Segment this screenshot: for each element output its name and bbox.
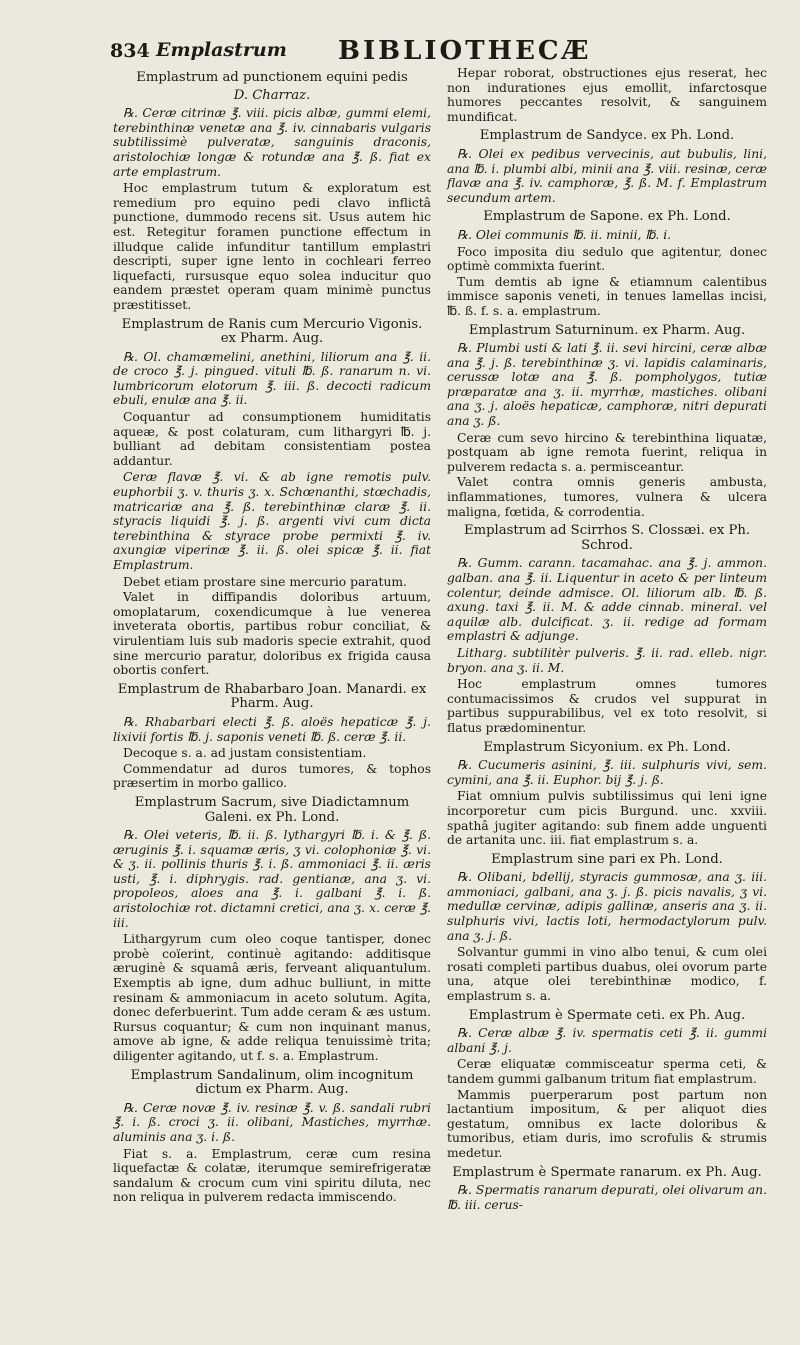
recipe-instructions: Solvantur gummi in vino albo tenui, & cum olei rosati completi partibus duabus, olei ovorum parte una, atque olei terebinthinæ modico, f. emplastrum s. a. — [447, 945, 767, 1004]
recipe-ingredients: ℞. Ceræ novæ ℥. iv. resinæ ℥. v. ß. sandali rubri ℥. i. ß. croci ʒ. ii. olibani, Mastiches, myrrhæ. aluminis ana ʒ. i. ß. — [113, 1100, 431, 1144]
continued-text: Hepar roborat, obstructiones ejus reserat, hec non indurationes ejus emollit, infarctosque humores peccantes resolvit, & sanguinem mundificat. — [447, 66, 767, 124]
recipe-ingredients: ℞. Ceræ citrinæ ℥. viii. picis albæ, gummi elemi, terebinthinæ venetæ ana ℥. iv. cinnabaris vulgaris subtilissimè pulveratæ, sanguinis draconis, aristolochiæ longæ & rotundæ ana ℥. ß. fiat ex arte emplastrum. — [113, 106, 431, 179]
recipe-title: Emplastrum Saturninum. ex Pharm. Aug. — [468, 322, 746, 338]
recipe-ingredients: ℞. Olei communis ℔. ii. minii, ℔. i. — [457, 227, 672, 242]
recipe-instructions: Ceræ cum sevo hircino & terebinthina liquatæ, postquam ab igne remota fuerint, reliqua in pulverem redacta s. a. permisceantur. — [447, 430, 767, 474]
running-head: Emplastrum — [156, 39, 287, 61]
recipe-ingredients: ℞. Spermatis ranarum depurati, olei olivarum an. ℔. iii. cerus- — [447, 1183, 767, 1212]
recipe-usage: Valet in diffipandis doloribus artuum, omoplatarum, coxendicumque à lue venerea inveterata obortis, partibus robur conciliat, & virulentiam luis sub madoris specie extrahit, quod sine mercurio paratur, doloribus ex frigida causa obortis confert. — [113, 590, 431, 678]
recipe-ingredients: ℞. Cucumeris asinini, ℥. iii. sulphuris vivi, sem. cymini, ana ℥. ii. Euphor. bij ℥. j. ß. — [447, 758, 767, 787]
recipe-ingredients: ℞. Rhabarbari electi ℥. ß. aloës hepaticæ ℥. j. lixivii fortis ℔. j. saponis veneti ℔. ß. ceræ ℥. ii. — [113, 714, 431, 744]
recipe-title: Emplastrum Sandalinum, olim incognitum dictum ex Pharm. Aug. — [130, 1067, 414, 1098]
header-title: BIBLIOTHECÆ — [338, 36, 592, 66]
recipe-ingredients: Ceræ flavæ ℥. vi. & ab igne remotis pulv. euphorbii ʒ. v. thuris ʒ. x. Schœnanthi, stœchadis, matricariæ ana ℥. ß. terebinthinæ claræ ℥. ii. styracis liquidi ℥. j. ß. argenti vivi cum dicta terebinthina & styrace probe permixti ℥. iv. axungiæ viperinæ ℥. ii. ß. olei spicæ ℥. ii. fiat Emplastrum. — [113, 470, 431, 572]
recipe-title: Emplastrum Sacrum, sive Diadictamnum Galeni. ex Ph. Lond. — [134, 794, 410, 825]
page-number: 834 — [110, 40, 150, 62]
recipe-ingredients: ℞. Olibani, bdellij, styracis gummosæ, ana ʒ. iii. ammoniaci, galbani, ana ʒ. j. ß. picis navalis, ʒ vi. medullæ cervinæ, adipis gallinæ, anseris ana ʒ. ii. sulphuris vivi, lactis loti, hermodactylorum pulv. ana ʒ. j. ß. — [447, 870, 767, 943]
recipe-instructions: Coquantur ad consumptionem humiditatis aqueæ, & post colaturam, cum lithargyri ℔. j. bulliant ad debitam consistentiam postea addantur. — [113, 410, 431, 468]
recipe-instructions: Hoc emplastrum tutum & exploratum est remedium pro equino pedi clavo inflictâ punctione, dummodo recens sit. Usus autem hic est. Retegitur foramen punctione effectum in illudque calide infunditur tantillum emplastri descripti, super igne lento in cochleari ferreo liquefacti, rursusque equo solea inducitur quo eandem præstet operam quam minimè punctus præstitisset. — [113, 181, 431, 312]
recipe-title: Emplastrum de Sandyce. ex Ph. Lond. — [479, 128, 735, 144]
recipe-instructions: Fiat s. a. Emplastrum, ceræ cum resina liquefactæ & colatæ, iterumque semirefrigeratæ sandalum & crocum cum vini spiritu diluta, nec non reliqua in pulverem redacta immiscendo. — [113, 1146, 431, 1205]
page-header — [110, 36, 800, 70]
recipe-usage: Mammis puerperarum post partum non lactantium impositum, & per aliquot dies gestatum, omnibus ex lacte doloribus & tumoribus, etiam duris, imo scrofulis & strumis medetur. — [447, 1087, 767, 1160]
recipe-title: Emplastrum Sicyonium. ex Ph. Lond. — [483, 739, 731, 755]
recipe-instructions: Lithargyrum cum oleo coque tantisper, donec probè coïerint, continuè agitando: additisque æruginè & squamâ æris, ferveant aliquantulum. Exemptis ab igne, dum adhuc bulliunt, in mitte resinam & ammoniacum in aceto solutum. Agita, donec deferbuerint. Tum adde ceram & æs ustum. Rursus coquantur; & cum non inquinant manus, amove ab igne, & adde reliqua tenuissimè trita; diligenter agitando, ut f. s. a. Emplastrum. — [113, 932, 431, 1063]
left-column — [113, 66, 431, 1206]
recipe-title: Emplastrum de Rhabarbaro Joan. Manardi. ex Pharm. Aug. — [117, 681, 427, 712]
recipe-ingredients: ℞. Ol. chamæmelini, anethini, liliorum ana ℥. ii. de croco ℥. j. pingued. vituli ℔. ß. ranarum n. vi. lumbricorum elotorum ℥. iii. ß. decocti radicum ebuli, enulæ ana ℥. ii. — [113, 349, 431, 408]
recipe-instructions: Decoque s. a. ad justam consistentiam. — [123, 746, 367, 761]
recipe-instructions: Ceræ eliquatæ commisceatur sperma ceti, & tandem gummi galbanum tritum fiat emplastrum. — [447, 1057, 767, 1086]
recipe-instructions: Foco imposita diu sedulo que agitentur, donec optimè commixta fuerint. — [447, 244, 767, 274]
recipe-ingredients: Litharg. subtilitèr pulveris. ℥. ii. rad. elleb. nigr. bryon. ana ʒ. ii. M. — [447, 645, 767, 675]
recipe-title: Emplastrum è Spermate ceti. ex Ph. Aug. — [468, 1007, 746, 1023]
recipe-ingredients: ℞. Gumm. carann. tacamahac. ana ℥. j. ammon. galban. ana ℥. ii. Liquentur in aceto & per linteum colentur, deinde admisce. Ol. liliorum alb. ℔. ß. axung. taxi ℥. ii. M. & adde cinnab. mineral. vel aquilæ alb. dulcificat. ʒ. ii. redige ad formam emplastri & adjunge. — [447, 556, 767, 644]
right-column — [447, 66, 767, 1214]
recipe-title: Emplastrum de Ranis cum Mercurio Vigonis. ex Pharm. Aug. — [121, 316, 423, 347]
recipe-usage: Valet contra omnis generis ambusta, inflammationes, tumores, vulnera & ulcera maligna, fœtida, & corrodentia. — [447, 475, 767, 519]
recipe-author: D. Charraz. — [233, 87, 311, 103]
recipe-usage: Hoc emplastrum omnes tumores contumacissimos & crudos vel suppurat in partibus suppurabilibus, vel ex toto resolvit, si flatus prædominentur. — [447, 677, 767, 735]
recipe-title: Emplastrum è Spermate ranarum. ex Ph. Aug. — [452, 1164, 762, 1180]
recipe-usage: Commendatur ad duros tumores, & tophos præsertim in morbo gallico. — [113, 761, 431, 791]
recipe-ingredients: ℞. Olei veteris, ℔. ii. ß. lythargyri ℔. i. & ℥. ß. æruginis ℥. i. squamæ æris, ʒ vi. colophoniæ ℥. vi. & ʒ. ii. pollinis thuris ℥. i. ß. ammoniaci ℥. ii. æris usti, ℥. i. diphrygis. rad. gentianæ, ana ʒ. vi. propoleos, aloes ana ℥. i. galbani ℥. i. ß. aristolochiæ rot. dictamni cretici, ana ʒ. x. ceræ ℥. iii. — [113, 828, 431, 930]
recipe-ingredients: ℞. Ceræ albæ ℥. iv. spermatis ceti ℥. ii. gummi albani ℥. j. — [447, 1026, 767, 1055]
recipe-title: Emplastrum ad punctionem equini pedis — [136, 70, 408, 85]
recipe-note: Debet etiam prostare sine mercurio paratum. — [123, 574, 407, 589]
recipe-instructions: Fiat omnium pulvis subtilissimus qui leni igne incorporetur cum picis Burgund. unc. xxviii. spathâ jugiter agitando: sub finem adde unguenti de artanita unc. iii. fiat emplastrum s. a. — [447, 789, 767, 848]
recipe-title: Emplastrum sine pari ex Ph. Lond. — [491, 851, 723, 867]
recipe-instructions: Tum demtis ab igne & etiamnum calentibus immisce saponis veneti, in tenues lamellas incisi, ℔. ß. f. s. a. emplastrum. — [447, 274, 767, 318]
recipe-ingredients: ℞. Plumbi usti & lati ℥. ii. sevi hircini, ceræ albæ ana ℥. j. ß. terebinthinæ ʒ. vi. lapidis calaminaris, cerussæ lotæ ana ℥. ß. pompholygos, tutiæ præparatæ ana ʒ. ii. myrrhæ, mastiches. olibani ana ʒ. j. aloës hepaticæ, camphoræ, nitri depurati ana ʒ. ß. — [447, 341, 767, 429]
recipe-title: Emplastrum de Sapone. ex Ph. Lond. — [483, 209, 731, 225]
recipe-ingredients: ℞. Olei ex pedibus vervecinis, aut bubulis, lini, ana ℔. i. plumbi albi, minii ana ℥. viii. resinæ, ceræ flavæ ana ℥. iv. camphoræ, ℥. ß. M. f. Emplastrum secundum artem. — [447, 146, 767, 205]
recipe-title: Emplastrum ad Scirrhos S. Clossæi. ex Ph. Schrod. — [463, 523, 751, 553]
